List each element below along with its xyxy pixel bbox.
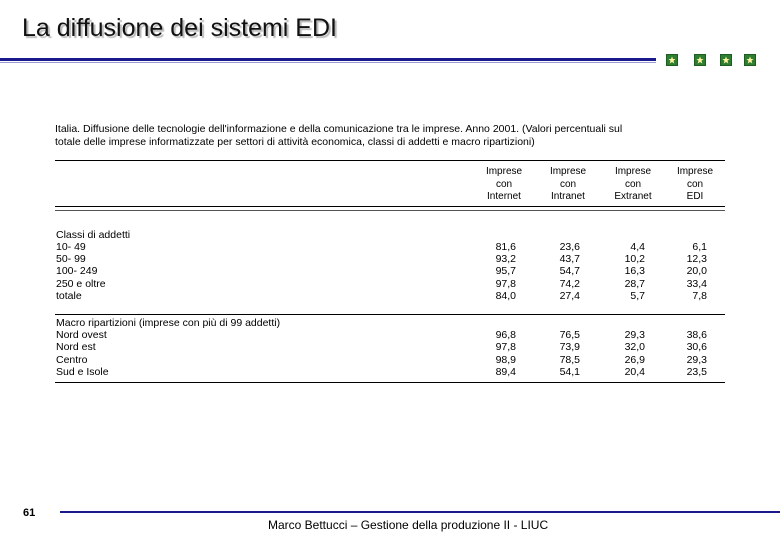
star-marker-icon <box>744 54 756 66</box>
star-marker-icon <box>720 54 732 66</box>
footer-rule <box>60 511 780 513</box>
table-caption: Italia. Diffusione delle tecnologie dell'informazione e della comunicazione tra le imprese. Anno 2001. (Valori percentuali sul totale delle imprese informatizzate per settori di attività economica, classi di addetti e macro ripartizioni) <box>55 123 623 148</box>
star-marker-icon <box>694 54 706 66</box>
slide-title: La diffusione dei sistemi EDI <box>22 14 337 42</box>
section-title-classi: Classi di addetti <box>56 229 131 241</box>
header-rule-double <box>55 210 725 211</box>
star-marker-icon <box>666 54 678 66</box>
header-rule <box>55 206 725 207</box>
title-rule <box>0 58 656 61</box>
column-header-internet: Imprese con Internet <box>485 166 523 202</box>
section-rule <box>55 314 725 315</box>
table-top-rule <box>55 160 725 161</box>
table-bottom-rule <box>55 382 725 383</box>
section-title-macro: Macro ripartizioni (imprese con più di 99 addetti) <box>56 317 281 329</box>
footer-text: Marco Bettucci – Gestione della produzione II - LIUC <box>268 518 549 532</box>
column-header-intranet: Imprese con Intranet <box>549 166 587 202</box>
column-header-extranet: Imprese con Extranet <box>614 166 652 202</box>
column-header-edi: Imprese con EDI <box>676 166 714 202</box>
page-number: 61 <box>23 507 36 519</box>
decorative-markers <box>662 54 774 66</box>
title-rule-shadow <box>0 62 656 63</box>
